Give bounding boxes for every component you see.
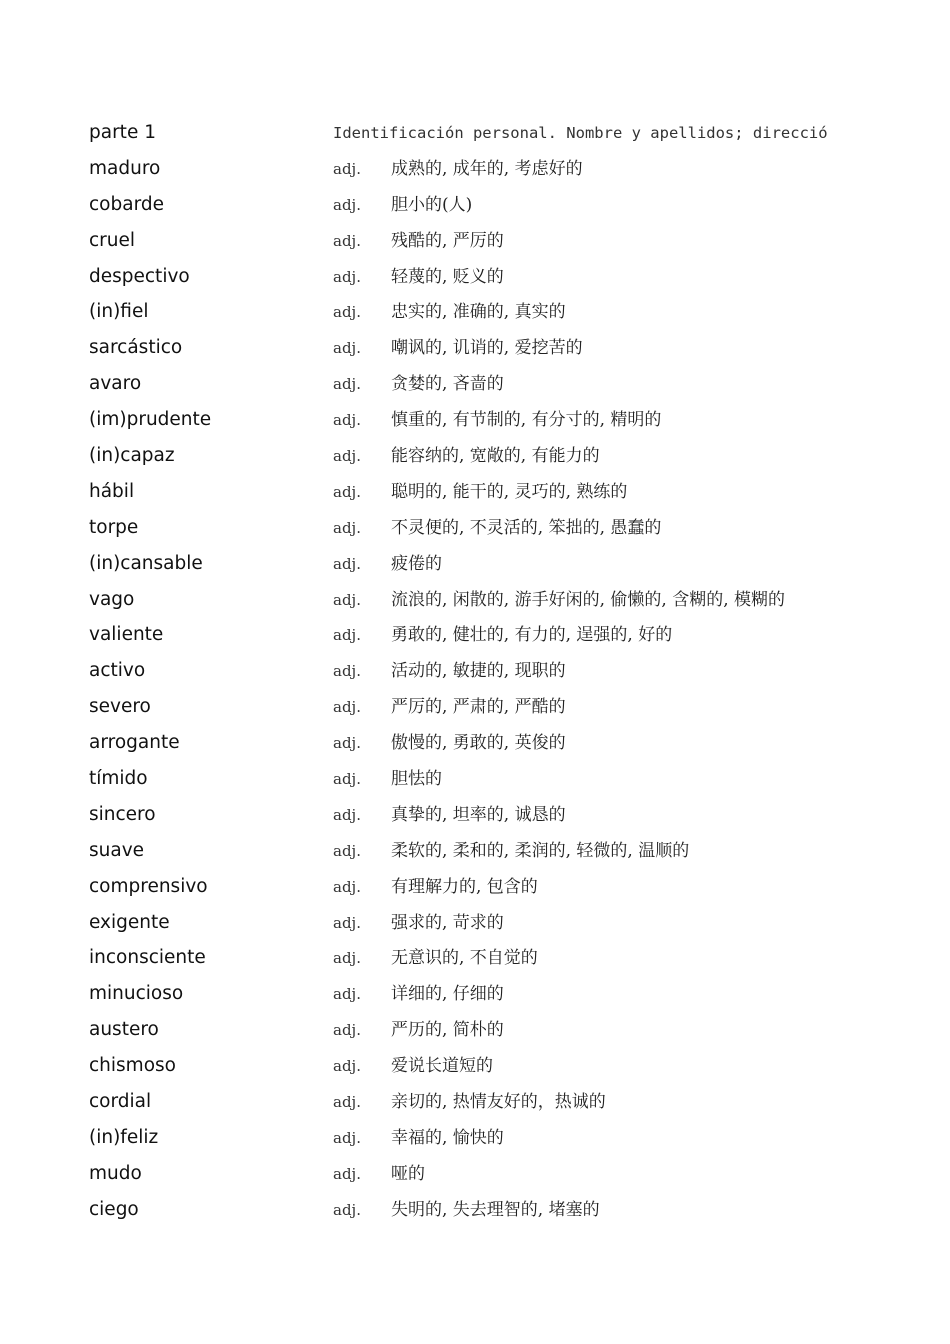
entry-part-of-speech: adj.: [333, 698, 361, 717]
entry-term: (in)fiel: [89, 301, 149, 323]
entry-meaning: 爱说长道短的: [391, 1056, 493, 1077]
entry-definition: [333, 546, 837, 582]
entry-meaning: 忠实的, 准确的, 真实的: [391, 302, 566, 323]
entry-meaning: 失明的, 失去理智的, 堵塞的: [391, 1199, 600, 1220]
entry-meaning: 成熟的, 成年的, 考虑好的: [391, 158, 583, 179]
vocab-entry: [0, 402, 950, 438]
entry-term: cordial: [89, 1091, 152, 1113]
entry-term: comprensivo: [89, 875, 208, 897]
entry-part-of-speech: adj.: [333, 303, 361, 322]
entry-definition: [333, 1012, 837, 1048]
entry-term: hábil: [89, 480, 135, 502]
section-title: parte 1: [89, 122, 156, 143]
vocab-entry: [0, 259, 950, 295]
entry-definition: [333, 294, 837, 330]
entry-meaning: 严厉的, 严肃的, 严酷的: [391, 697, 566, 718]
vocab-entry: [0, 1156, 950, 1192]
entry-part-of-speech: adj.: [333, 518, 361, 537]
vocab-entry: [0, 330, 950, 366]
vocab-entry: [0, 797, 950, 833]
vocab-entry: [0, 869, 950, 905]
entry-meaning: 幸福的, 愉快的: [391, 1127, 504, 1148]
entry-definition: [333, 330, 837, 366]
vocabulary-list: [0, 115, 950, 1228]
entry-meaning: 嘲讽的, 讥诮的, 爱挖苦的: [391, 338, 583, 359]
entry-definition: [333, 833, 837, 869]
entry-definition: [333, 905, 837, 941]
vocab-entry: [0, 510, 950, 546]
entry-part-of-speech: adj.: [333, 339, 361, 358]
entry-meaning: 严历的, 简朴的: [391, 1020, 504, 1041]
entry-definition: [333, 1048, 837, 1084]
entry-part-of-speech: adj.: [333, 662, 361, 681]
vocab-entry: [0, 689, 950, 725]
entry-definition: [333, 1120, 837, 1156]
entry-definition: [333, 1156, 837, 1192]
entry-part-of-speech: adj.: [333, 159, 361, 178]
entry-term: chismoso: [89, 1055, 176, 1077]
entry-definition: [333, 976, 837, 1012]
vocab-entry: [0, 1120, 950, 1156]
vocab-entry: [0, 940, 950, 976]
entry-meaning: 能容纳的, 宽敞的, 有能力的: [391, 446, 600, 467]
entry-definition: [333, 869, 837, 905]
vocab-entry: [0, 976, 950, 1012]
entry-definition: [333, 259, 837, 295]
entry-term: despectivo: [89, 265, 190, 287]
entry-definition: [333, 438, 837, 474]
entry-part-of-speech: adj.: [333, 411, 361, 430]
vocab-entry: [0, 582, 950, 618]
vocab-entry: [0, 151, 950, 187]
entry-term: cruel: [89, 229, 136, 251]
entry-meaning: 勇敢的, 健壮的, 有力的, 逞强的, 好的: [391, 625, 673, 646]
entry-meaning: 亲切的, 热情友好的，热诚的: [391, 1092, 606, 1113]
section-description: [333, 115, 837, 151]
entry-definition: [333, 653, 837, 689]
entry-term: vago: [89, 588, 135, 610]
entry-part-of-speech: adj.: [333, 877, 361, 896]
entry-term: minucioso: [89, 983, 184, 1005]
entry-definition: [333, 474, 837, 510]
entry-part-of-speech: adj.: [333, 841, 361, 860]
entry-part-of-speech: adj.: [333, 554, 361, 573]
entry-part-of-speech: adj.: [333, 482, 361, 501]
entry-term: tímido: [89, 768, 148, 790]
vocab-entry: [0, 761, 950, 797]
vocab-entry: [0, 653, 950, 689]
entry-list: [0, 151, 950, 1228]
entry-meaning: 柔软的, 柔和的, 柔润的, 轻微的, 温顺的: [391, 840, 690, 861]
vocab-entry: [0, 905, 950, 941]
entry-meaning: 详细的, 仔细的: [391, 984, 504, 1005]
section-description-text: Identificación personal. Nombre y apellidos; direcció: [333, 124, 828, 142]
entry-meaning: 不灵便的, 不灵活的, 笨拙的, 愚蠢的: [391, 517, 662, 538]
entry-part-of-speech: adj.: [333, 375, 361, 394]
entry-term: mudo: [89, 1162, 142, 1184]
entry-meaning: 流浪的, 闲散的, 游手好闲的, 偷懒的, 含糊的, 模糊的: [391, 589, 786, 610]
entry-definition: [333, 402, 837, 438]
entry-definition: [333, 187, 837, 223]
entry-term: torpe: [89, 516, 139, 538]
entry-part-of-speech: adj.: [333, 626, 361, 645]
entry-definition: [333, 1084, 837, 1120]
entry-meaning: 胆怯的: [391, 769, 442, 790]
entry-part-of-speech: adj.: [333, 447, 361, 466]
entry-term: exigente: [89, 911, 170, 933]
entry-part-of-speech: adj.: [333, 1021, 361, 1040]
entry-definition: [333, 761, 837, 797]
entry-term: suave: [89, 839, 145, 861]
entry-meaning: 贪婪的, 吝啬的: [391, 374, 504, 395]
entry-definition: [333, 223, 837, 259]
entry-meaning: 真挚的, 坦率的, 诚恳的: [391, 804, 566, 825]
entry-meaning: 哑的: [391, 1163, 425, 1184]
vocab-entry: [0, 223, 950, 259]
entry-term: (in)capaz: [89, 445, 175, 467]
entry-definition: [333, 582, 837, 618]
entry-meaning: 有理解力的, 包含的: [391, 876, 538, 897]
entry-meaning: 傲慢的, 勇敢的, 英俊的: [391, 733, 566, 754]
entry-part-of-speech: adj.: [333, 1093, 361, 1112]
entry-part-of-speech: adj.: [333, 1200, 361, 1219]
entry-term: severo: [89, 696, 151, 718]
vocab-entry: [0, 725, 950, 761]
entry-term: inconsciente: [89, 947, 206, 969]
vocab-entry: [0, 1012, 950, 1048]
entry-term: sincero: [89, 803, 156, 825]
entry-part-of-speech: adj.: [333, 231, 361, 250]
entry-definition: [333, 151, 837, 187]
vocab-entry: [0, 366, 950, 402]
header-row: [0, 115, 950, 151]
entry-part-of-speech: adj.: [333, 195, 361, 214]
entry-term: (in)cansable: [89, 552, 203, 574]
entry-definition: [333, 725, 837, 761]
entry-part-of-speech: adj.: [333, 267, 361, 286]
entry-part-of-speech: adj.: [333, 1057, 361, 1076]
entry-part-of-speech: adj.: [333, 805, 361, 824]
entry-term: valiente: [89, 624, 164, 646]
entry-definition: [333, 940, 837, 976]
entry-part-of-speech: adj.: [333, 1128, 361, 1147]
entry-term: cobarde: [89, 193, 164, 215]
vocab-entry: [0, 617, 950, 653]
entry-part-of-speech: adj.: [333, 590, 361, 609]
entry-meaning: 无意识的, 不自觉的: [391, 948, 538, 969]
entry-term: sarcástico: [89, 337, 183, 359]
entry-definition: [333, 366, 837, 402]
entry-definition: [333, 797, 837, 833]
vocab-entry: [0, 1048, 950, 1084]
entry-meaning: 轻蔑的, 贬义的: [391, 266, 504, 287]
entry-definition: [333, 617, 837, 653]
vocab-entry: [0, 294, 950, 330]
entry-term: arrogante: [89, 732, 180, 754]
entry-part-of-speech: adj.: [333, 770, 361, 789]
entry-term: avaro: [89, 373, 142, 395]
entry-part-of-speech: adj.: [333, 1164, 361, 1183]
entry-part-of-speech: adj.: [333, 913, 361, 932]
entry-term: (in)feliz: [89, 1126, 159, 1148]
vocab-entry: [0, 1084, 950, 1120]
entry-term: ciego: [89, 1198, 139, 1220]
entry-term: activo: [89, 660, 146, 682]
entry-meaning: 聪明的, 能干的, 灵巧的, 熟练的: [391, 481, 628, 502]
entry-definition: [333, 1192, 837, 1228]
entry-part-of-speech: adj.: [333, 949, 361, 968]
vocab-entry: [0, 438, 950, 474]
entry-term: maduro: [89, 157, 161, 179]
vocab-entry: [0, 833, 950, 869]
vocab-entry: [0, 187, 950, 223]
entry-meaning: 疲倦的: [391, 553, 442, 574]
entry-meaning: 慎重的, 有节制的, 有分寸的, 精明的: [391, 410, 662, 431]
entry-term: austero: [89, 1019, 159, 1041]
entry-meaning: 强求的, 苛求的: [391, 912, 504, 933]
entry-meaning: 胆小的(人): [391, 194, 473, 215]
entry-meaning: 活动的, 敏捷的, 现职的: [391, 661, 566, 682]
entry-part-of-speech: adj.: [333, 734, 361, 753]
entry-term: (im)prudente: [89, 409, 212, 431]
entry-meaning: 残酷的, 严厉的: [391, 230, 504, 251]
vocab-entry: [0, 474, 950, 510]
vocab-entry: [0, 1192, 950, 1228]
entry-definition: [333, 510, 837, 546]
vocab-entry: [0, 546, 950, 582]
entry-part-of-speech: adj.: [333, 985, 361, 1004]
entry-definition: [333, 689, 837, 725]
